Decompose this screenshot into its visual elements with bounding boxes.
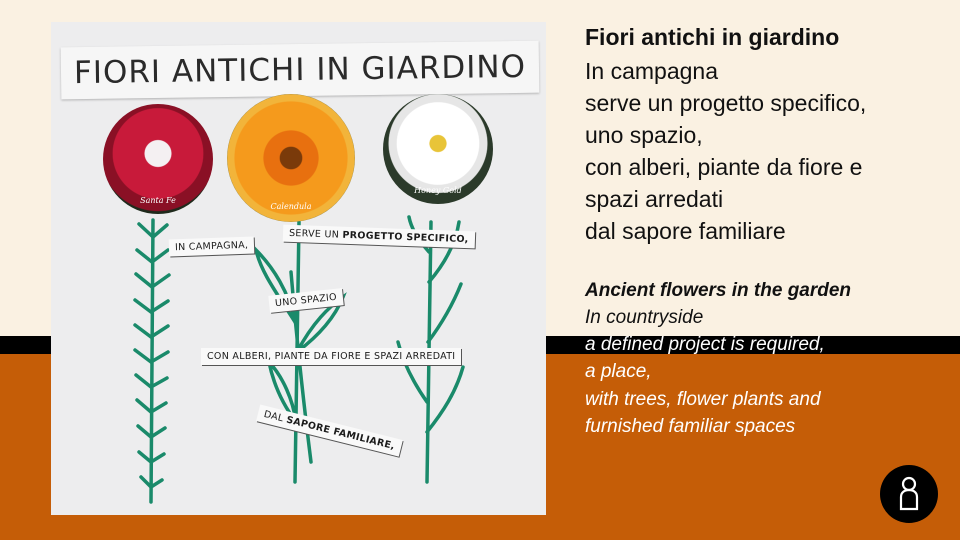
strip-con-alberi: CON ALBERI, PIANTE DA FIORE E SPAZI ARREDATI [201,348,461,365]
strip-uno-spazio: UNO SPAZIO [268,288,343,313]
flower-caption: Calendula [270,202,312,211]
strip-text: SERVE UN [288,227,343,241]
camellia-photo [103,104,213,214]
italian-line: dal sapore familiare [585,218,786,244]
english-line: a defined project is required, [585,334,825,355]
italian-title: Fiori antichi in giardino [585,24,840,50]
white-peony-photo [383,94,493,204]
flower-caption: Honey Gold [414,186,462,195]
strip-bold-text: PROGETTO SPECIFICO, [342,229,469,246]
italian-line: uno spazio, [585,122,703,148]
strip-in-campagna: IN CAMPAGNA, [169,237,255,257]
english-title: Ancient flowers in the garden [585,280,852,301]
italian-line: spazi arredati [585,186,724,212]
strip-text: DAL [262,408,288,426]
person-keyhole-icon [880,465,938,523]
italian-line: con alberi, piante da fiore e [585,154,863,180]
english-line: a place, [585,361,652,382]
italian-line: In campagna [585,58,718,84]
english-line: In countryside [585,307,704,328]
italian-line: serve un progetto specifico, [585,90,867,116]
calendula-photo [227,94,355,222]
strip-bold-text: SAPORE FAMILIARE, [285,414,397,453]
flower-caption: Santa Fe [140,196,176,205]
collage-photo [51,22,546,515]
english-line: furnished familiar spaces [585,416,796,437]
english-line: with trees, flower plants and [585,389,821,410]
collage-title-strip: FIORI ANTICHI IN GIARDINO [61,41,540,100]
